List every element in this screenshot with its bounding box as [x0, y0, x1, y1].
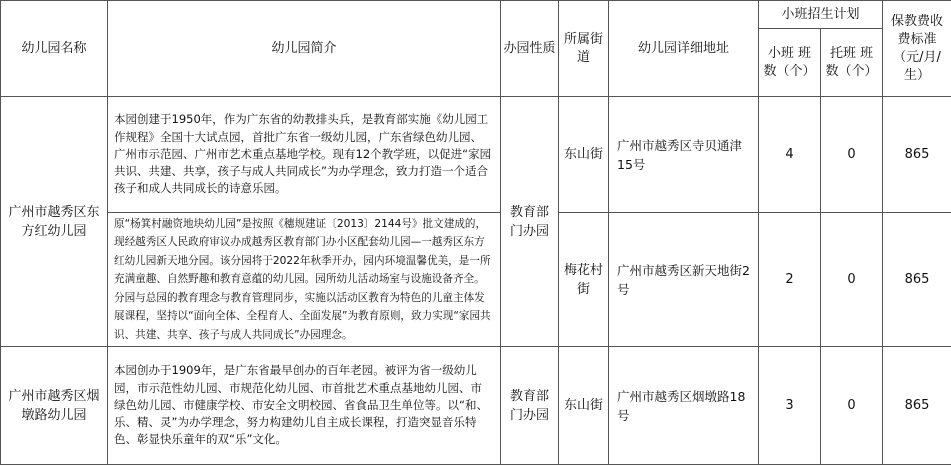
header-fee: 保教费收费标准（元/月/生）: [883, 1, 951, 97]
nursery-class-count: 0: [821, 97, 883, 213]
kindergarten-intro: 本园创办于1909年，是广东省最早创办的百年老园。被评为省一级幼儿园，市示范性幼儿园、市规范化幼儿园、市首批艺术重点基地幼儿园、市绿色幼儿园、市健康学校、市安全文明校园、省食品卫生单位等。以“和、乐、精、灵”为办学理念，努力构建幼儿自主成长课程，打造突显音乐特色、彰显快乐童年的双“乐”文化。: [108, 347, 501, 465]
kindergarten-intro: 原“杨箕村融资地块幼儿园”是按照《穗规建证〔2013〕2144号》批文建成的，现经越秀区人民政府审议办成越秀区教育部门办小区配套幼儿园—一越秀区东方红幼儿园新天地分园。该分园将于2022年秋季开办，园内环境温馨优美，是一所充满童趣、自然野趣和教育意蕴的幼儿园。园所幼儿活动场室与设施设备齐全。分园与总园的教育理念与教育管理同步，实施以活动区教育为特色的儿童主体发展课程，坚持以“面向全体、全程育人、全面发展”为教育原则，致力实现“家园共识、共建、共享、孩子与成人共同成长”办园理念。: [108, 213, 501, 347]
fee-value: 865: [883, 97, 951, 213]
small-class-count: 2: [759, 213, 821, 347]
small-class-count: 4: [759, 97, 821, 213]
kindergarten-name: 广州市越秀区烟墩路幼儿园: [1, 347, 108, 465]
fee-value: 865: [883, 347, 951, 465]
kindergarten-street: 梅花村街: [559, 213, 609, 347]
kindergarten-address: 广州市越秀区新天地街2号: [609, 213, 759, 347]
nursery-class-count: 0: [821, 213, 883, 347]
table-row: [1, 97, 951, 213]
kindergarten-address: 广州市越秀区寺贝通津15号: [609, 97, 759, 213]
kindergarten-type: 教育部门办园: [501, 347, 559, 465]
table-row: [1, 347, 951, 465]
kindergarten-street: 东山街: [559, 347, 609, 465]
header-plan: 小班招生计划: [759, 1, 883, 29]
header-street: 所属街道: [559, 1, 609, 97]
table-row: [1, 213, 951, 347]
header-address: 幼儿园详细地址: [609, 1, 759, 97]
header-intro: 幼儿园简介: [108, 1, 501, 97]
header-type: 办园性质: [501, 1, 559, 97]
kindergarten-type: 教育部门办园: [501, 97, 559, 347]
header-small-class: 小班 班数（个）: [759, 29, 821, 97]
kindergarten-address: 广州市越秀区烟墩路18号: [609, 347, 759, 465]
header-name: 幼儿园名称: [1, 1, 108, 97]
small-class-count: 3: [759, 347, 821, 465]
kindergarten-intro: 本园创建于1950年，作为广东省的幼教排头兵，是教育部实施《幼儿园工作规程》全国十大试点园，首批广东省一级幼儿园，广东省绿色幼儿园、广州市示范园、广州市艺术重点基地学校。现有12个教学班，以促进“家园共识、共建、共享，孩子与成人共同成长”为办学理念，致力打造一个适合孩子和成人共同成长的诗意乐园。: [108, 97, 501, 213]
kindergarten-name: 广州市越秀区东方红幼儿园: [1, 97, 108, 347]
kindergarten-street: 东山街: [559, 97, 609, 213]
nursery-class-count: 0: [821, 347, 883, 465]
header-nursery-class: 托班 班数（个）: [821, 29, 883, 97]
fee-value: 865: [883, 213, 951, 347]
